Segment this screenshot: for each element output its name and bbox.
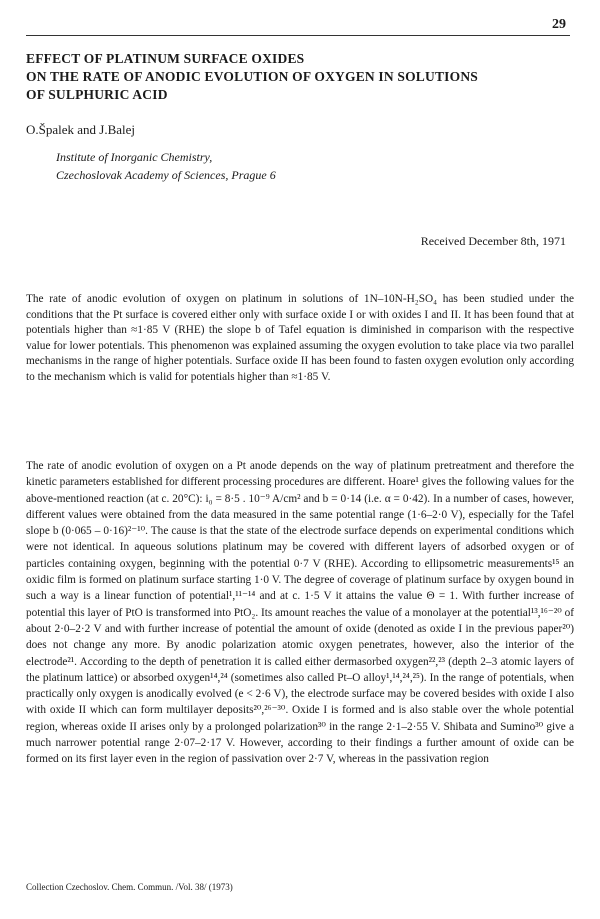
body-text: The rate of anodic evolution of oxygen on a Pt anode depends on the way of platinum pretreatment and therefore the kinetic parameters established for different processing procedures are different. Hoare¹ gives the following values for the above-mentioned reaction (at c. 20°C): i₀ = 8·5 . 10⁻⁹ A/cm² and b = 0·14 (i.e. α = 0·42). In a number of cases, however, different values were obtained from the data measured in the same potential range (1·6–2·0 V), especially for the Tafel slope b (0·065 – 0·16)²⁻¹⁰. The cause is that the state of the electrode surface depends on experimental conditions which were not identical. In aqueous solutions platinum may be covered with different layers of adsorbed oxygen or of particles containing oxygen, beginning with the potential 0·7 V (RHE). According to ellipsometric measurements¹⁵ an oxidic film is formed on platinum surface starting 1·0 V. The degree of coverage of platinum surface by oxygen bound in such a way is a linear function of potential¹,¹¹⁻¹⁴ and at c. 1·5 V it attains the value Θ = 1. With further increase of potential this layer of PtO is transformed into PtO₂. Its amount reaches the value of a monolayer at the potential¹³,¹⁶⁻²⁰ of about 2·0–2·2 V and with further increase of potential the amount of oxide (denoted as oxide I in the previous paper²⁰) does not change any more. By anodic polarization atomic oxygen penetrates, however, also the interior of the electrode²¹. According to the depth of penetration it is called either dermasorbed oxygen²²,²³ (depth 2–3 atomic layers of the platinum lattice) or absorbed oxygen¹⁴,²⁴ (sometimes also called Pt–O alloy¹,¹⁴,²⁴,²⁵). In the range of potentials, when practically only oxygen is anodically evolved (e < 2·6 V), the electrode surface may be covered besides with oxide I also with oxide II which can form multilayer deposits²⁰,²⁶⁻³⁰. Oxide I is formed and is also stable over the whole potential region, whereas oxide II arises only by a prolonged polarization³⁰ in the range 2·1–2·55 V. Shibata and Sumino³⁰ give a much narrower potential range 2·07–2·17 V. However, according to their findings a further amount of oxide can be formed on its first layer even in the region of passivation over 2·7 V, whereas in the passivation region (26, 460, 574, 766)
page-number: 29 (552, 17, 566, 32)
header-rule (26, 35, 570, 36)
title-line-1: EFFECT OF PLATINUM SURFACE OXIDES (26, 51, 305, 66)
affiliation-line-1: Institute of Inorganic Chemistry, (56, 150, 213, 164)
title-line-3: OF SULPHURIC ACID (26, 87, 168, 102)
affiliation-line-2: Czechoslovak Academy of Sciences, Prague 6 (56, 168, 276, 182)
authors: O.Špalek and J.Balej (26, 122, 136, 137)
affiliation (56, 148, 276, 184)
abstract: The rate of anodic evolution of oxygen on platinum in solutions of 1N–10N-H₂SO₄ has been studied under the conditions that the Pt surface is covered either only with surface oxide I or with oxides I and II. It has been found that at potentials higher than ≈1·85 V (RHE) the slope b of Tafel equation is diminished in comparison with the respective value for lower potentials. This phenomenon was explained assuming the oxygen evolution to take place via two parallel mechanisms in the range of higher potentials. Surface oxide II has been found to fasten oxygen evolution only according to the mechanism which is valid for potentials higher than ≈1·85 V. (26, 293, 574, 383)
received-date: Received December 8th, 1971 (420, 234, 566, 248)
article-title (26, 50, 574, 104)
title-line-2: ON THE RATE OF ANODIC EVOLUTION OF OXYGEN IN SOLUTIONS (26, 69, 478, 84)
journal-footer: Collection Czechoslov. Chem. Commun. /Vol. 38/ (1973) (26, 882, 233, 892)
